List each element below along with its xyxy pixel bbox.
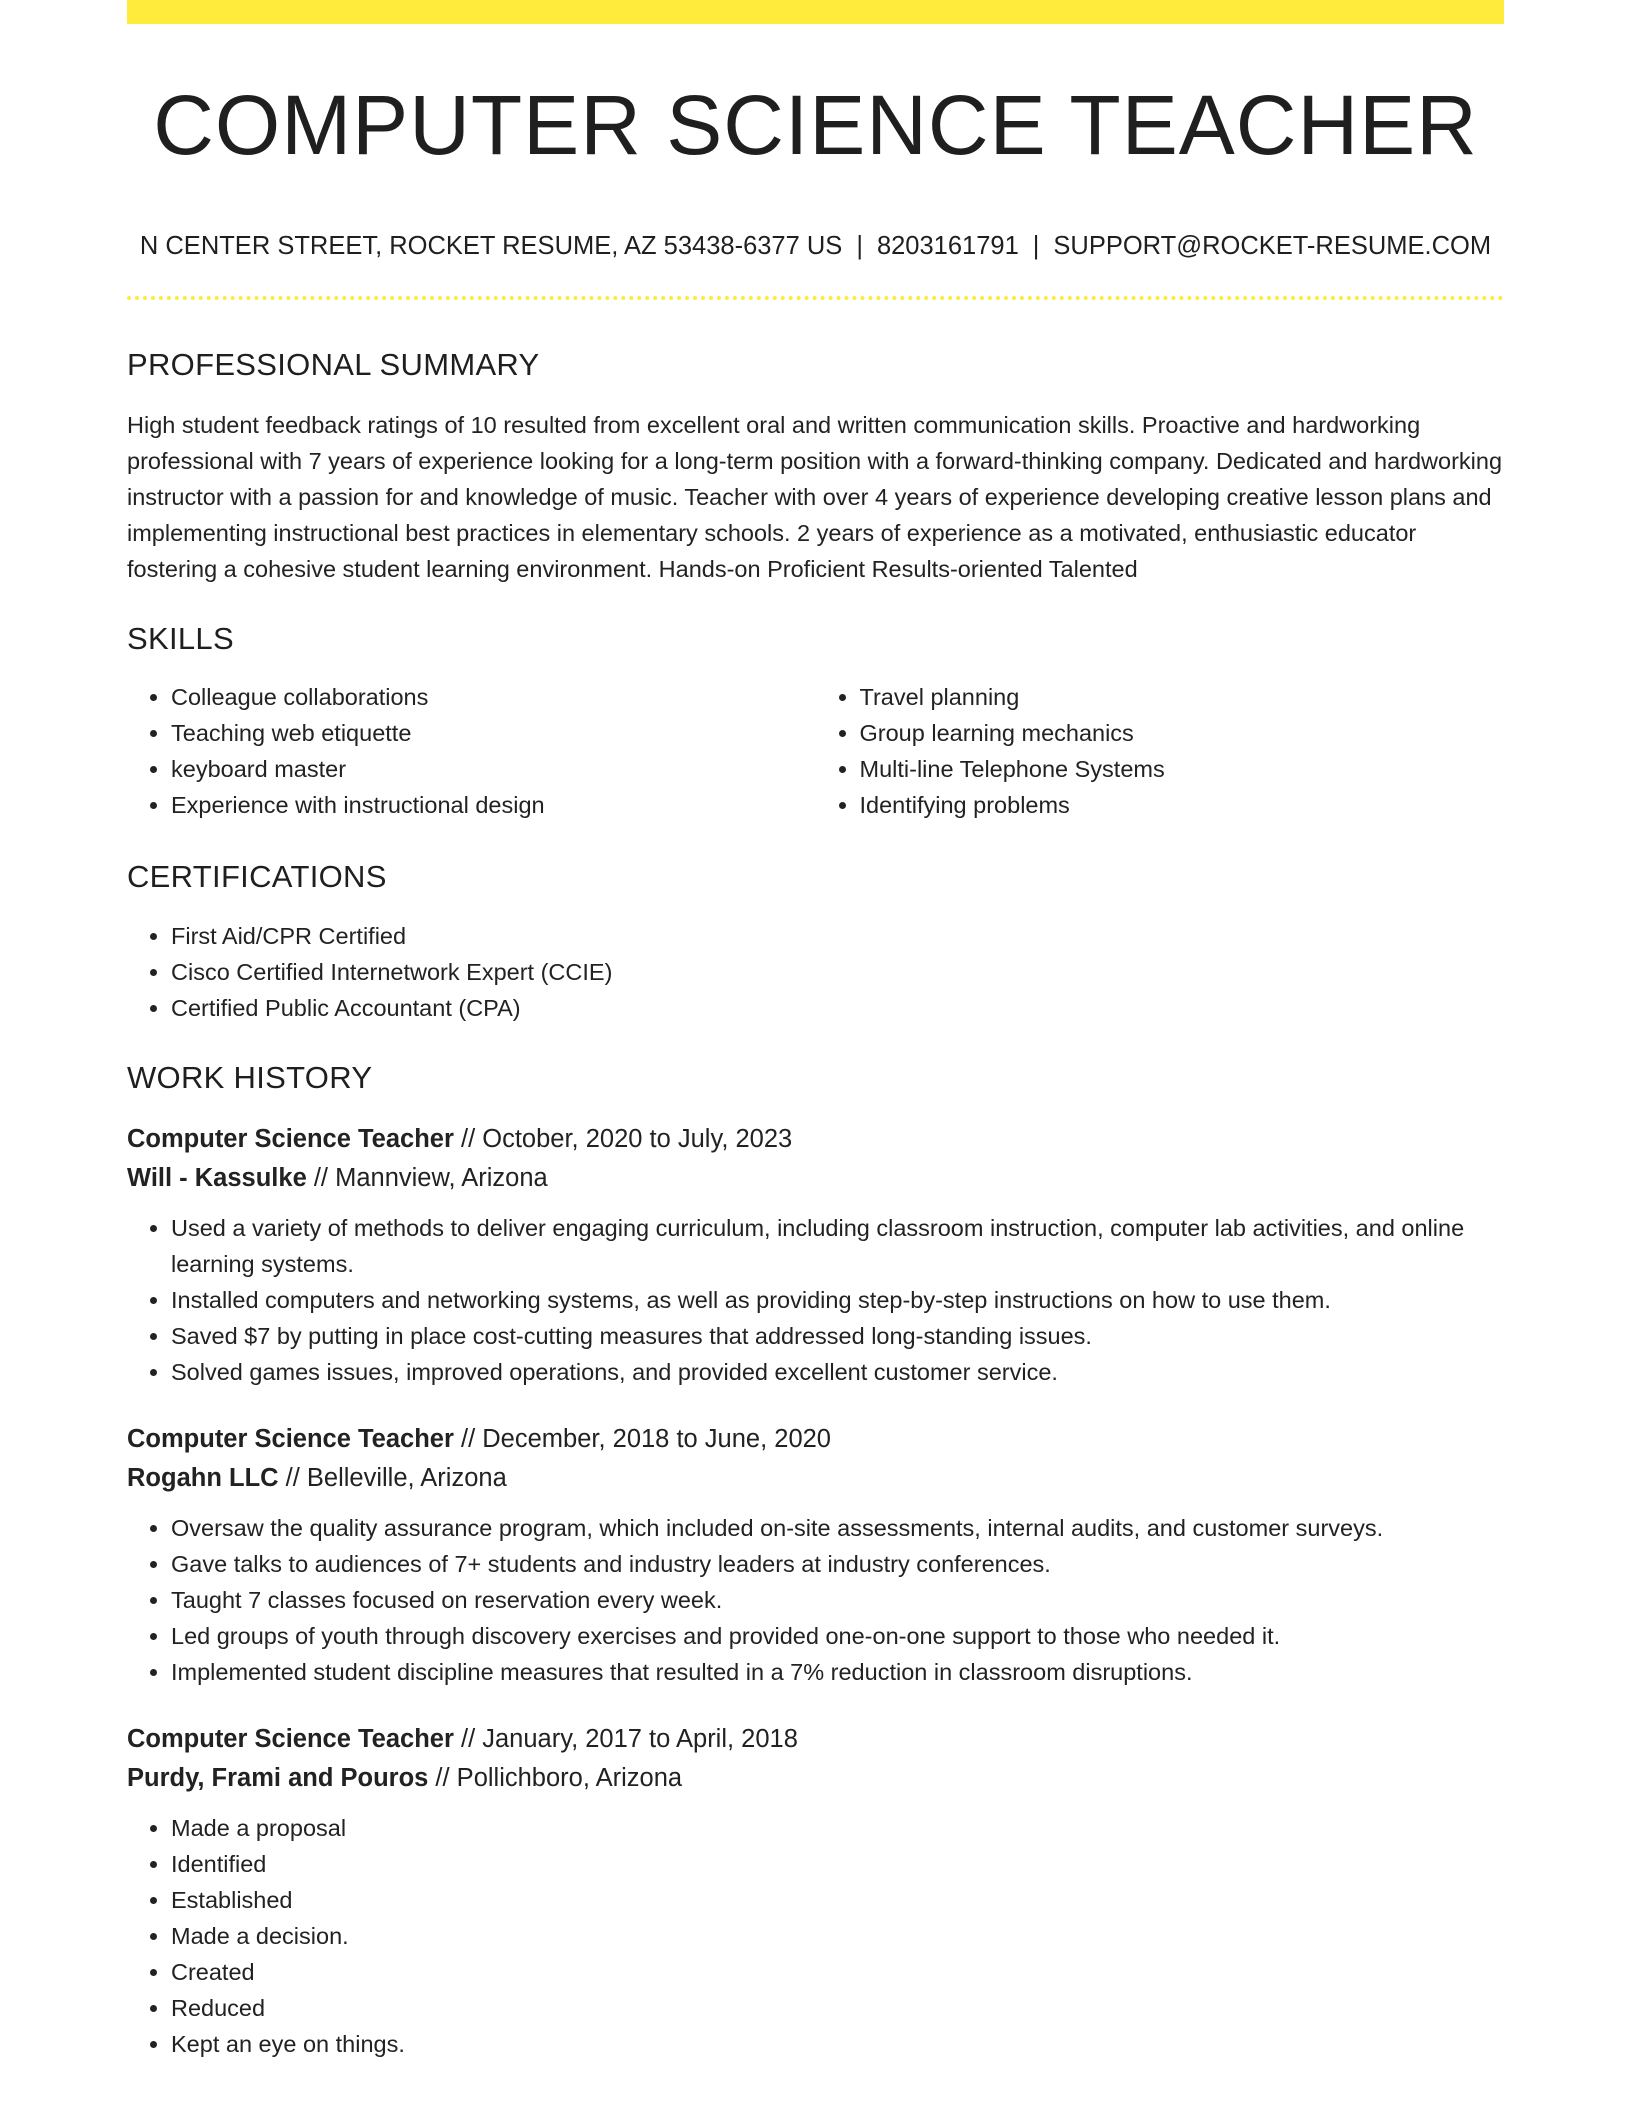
job-bullets — [127, 1510, 1504, 1690]
job-company: Purdy, Frami and Pouros — [127, 1763, 429, 1792]
job-role: Computer Science Teacher — [127, 1724, 454, 1753]
certifications-heading: CERTIFICATIONS — [127, 859, 387, 895]
job-entry — [127, 1720, 1504, 2062]
contact-email: SUPPORT@ROCKET-RESUME.COM — [1053, 232, 1492, 261]
job-dates: // December, 2018 to June, 2020 — [453, 1424, 831, 1453]
work-history-heading: WORK HISTORY — [127, 1059, 373, 1095]
skills-list-right — [816, 679, 1505, 823]
job-bullet: • Oversaw the quality assurance program, which included on-site assessments, internal audits, and customer surveys. — [171, 1510, 1504, 1546]
job-bullets — [127, 1810, 1504, 2062]
job-entry — [127, 1120, 1504, 1390]
job-bullet: • Made a decision. — [171, 1918, 1504, 1954]
certification-item: • First Aid/CPR Certified — [171, 918, 1504, 954]
skill-item: • Group learning mechanics — [860, 715, 1505, 751]
job-company-line — [127, 1459, 1504, 1498]
job-location: // Mannview, Arizona — [306, 1163, 548, 1192]
job-dates: // January, 2017 to April, 2018 — [453, 1724, 798, 1753]
job-company-line — [127, 1759, 1504, 1798]
job-role: Computer Science Teacher — [127, 1424, 454, 1453]
job-company: Rogahn LLC — [127, 1463, 279, 1492]
job-location: // Pollichboro, Arizona — [428, 1763, 683, 1792]
job-role-line — [127, 1120, 1504, 1159]
job-bullet: • Reduced — [171, 1990, 1504, 2026]
skills-list-left — [127, 679, 816, 823]
job-bullet: • Installed computers and networking systems, as well as providing step-by-step instructions on how to use them. — [171, 1282, 1504, 1318]
job-role-line — [127, 1720, 1504, 1759]
job-bullet: • Created — [171, 1954, 1504, 1990]
job-bullets — [127, 1210, 1504, 1390]
summary-text: High student feedback ratings of 10 resulted from excellent oral and written communication skills. Proactive and hardworking professional with 7 years of experience looking for a long-term position with a forward-thinking company. Dedicated and hardworking instructor with a passion for and knowledge of music. Teacher with over 4 years of experience developing creative lesson plans and implementing instructional best practices in elementary schools. 2 years of experience as a motivated, enthusiastic educator fostering a cohesive student learning environment. Hands-on Proficient Results-oriented Talented — [127, 412, 1503, 583]
skill-item: • Colleague collaborations — [171, 679, 816, 715]
contact-separator: | — [856, 232, 863, 261]
dotted-divider — [127, 296, 1504, 300]
certification-item: • Certified Public Accountant (CPA) — [171, 990, 1504, 1026]
skill-item: • Teaching web etiquette — [171, 715, 816, 751]
job-company: Will - Kassulke — [127, 1163, 307, 1192]
job-bullet: • Taught 7 classes focused on reservation every week. — [171, 1582, 1504, 1618]
skill-item: • Travel planning — [860, 679, 1505, 715]
contact-line — [127, 231, 1504, 262]
job-bullet: • Gave talks to audiences of 7+ students and industry leaders at industry conferences. — [171, 1546, 1504, 1582]
skill-item: • Multi-line Telephone Systems — [860, 751, 1505, 787]
job-company-line — [127, 1159, 1504, 1198]
skills-heading: SKILLS — [127, 621, 234, 657]
job-bullet: • Made a proposal — [171, 1810, 1504, 1846]
job-dates: // October, 2020 to July, 2023 — [453, 1124, 793, 1153]
contact-separator: | — [1032, 232, 1040, 261]
job-role: Computer Science Teacher — [127, 1124, 454, 1153]
job-bullet: • Led groups of youth through discovery exercises and provided one-on-one support to those who needed it. — [171, 1618, 1504, 1654]
resume-page — [127, 0, 1504, 2062]
skill-item: • keyboard master — [171, 751, 816, 787]
accent-bar — [127, 0, 1504, 24]
job-bullet: • Identified — [171, 1846, 1504, 1882]
job-location: // Belleville, Arizona — [278, 1463, 507, 1492]
job-bullet: • Solved games issues, improved operations, and provided excellent customer service. — [171, 1354, 1504, 1390]
certifications-list — [127, 918, 1504, 1026]
skill-item: • Identifying problems — [860, 787, 1505, 823]
job-bullet: • Kept an eye on things. — [171, 2026, 1504, 2062]
job-bullet: • Established — [171, 1882, 1504, 1918]
skills-columns — [127, 679, 1504, 823]
contact-phone: 8203161791 — [876, 232, 1019, 261]
contact-address: N CENTER STREET, ROCKET RESUME, AZ 53438-6377 US — [139, 232, 843, 261]
job-bullet: • Saved $7 by putting in place cost-cutting measures that addressed long-standing issues. — [171, 1318, 1504, 1354]
job-entry — [127, 1420, 1504, 1690]
skill-item: • Experience with instructional design — [171, 787, 816, 823]
resume-title: COMPUTER SCIENCE TEACHER — [153, 78, 1478, 172]
job-bullet: • Used a variety of methods to deliver engaging curriculum, including classroom instruction, computer lab activities, and online learning systems. — [171, 1210, 1504, 1282]
certification-item: • Cisco Certified Internetwork Expert (CCIE) — [171, 954, 1504, 990]
job-bullet: • Implemented student discipline measures that resulted in a 7% reduction in classroom disruptions. — [171, 1654, 1504, 1690]
summary-heading: PROFESSIONAL SUMMARY — [127, 346, 540, 382]
job-role-line — [127, 1420, 1504, 1459]
